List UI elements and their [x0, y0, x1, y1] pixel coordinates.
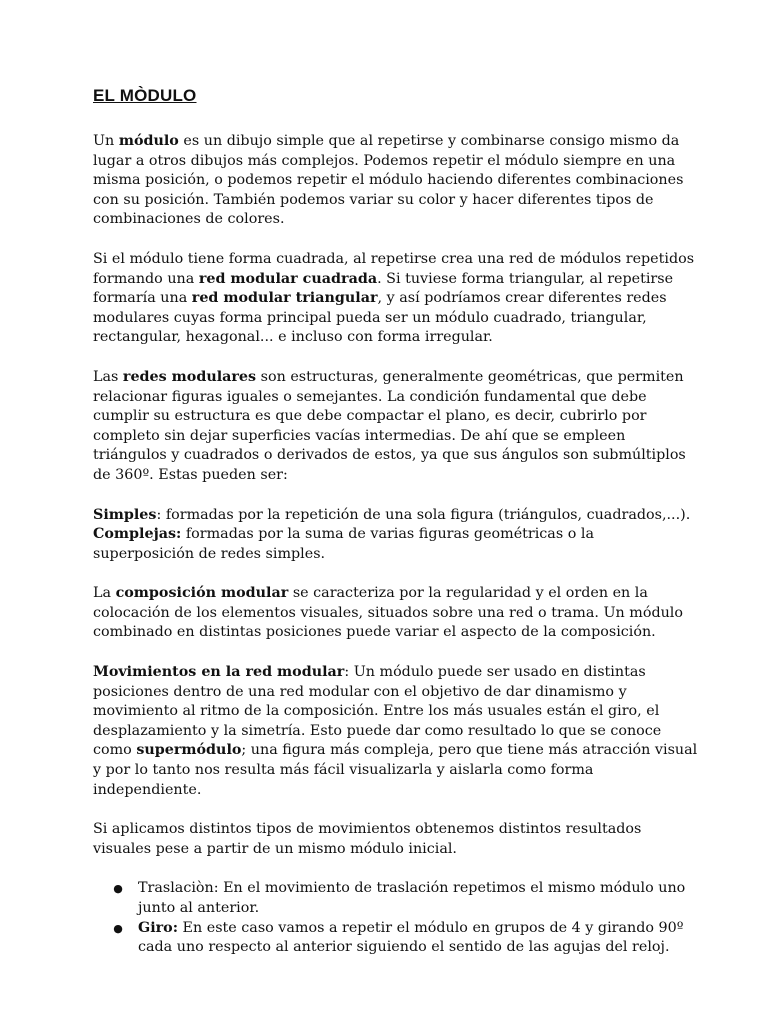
text: Un	[93, 133, 119, 149]
term-giro: Giro:	[138, 919, 178, 936]
term-supermodulo: supermódulo	[136, 742, 242, 759]
list-item-text: En este caso vamos a repetir el módulo en grupos de 4 y girando 90º cada uno respecto al anterior siguiendo el sentido de las agujas del reloj.	[138, 919, 684, 956]
term-complejas: Complejas:	[93, 526, 182, 543]
text: : Un módulo puede ser usado en distintas posiciones dentro de una red modular con el objetivo de dar dinamismo y movimiento al ritmo de la composición. Entre los más usuales están el giro, el desplazamiento y la simetría. Esto puede dar como resultado lo que se conoce como	[93, 664, 662, 759]
bullet-icon: ●	[113, 921, 123, 935]
term-modulo: módulo	[118, 133, 179, 149]
paragraph-resultados: Si aplicamos distintos tipos de movimientos obtenemos distintos resultados visuales pese a partir de un mismo módulo inicial.	[93, 821, 642, 857]
text: Si el módulo tiene forma cuadrada, al repetirse crea una red de módulos repetidos formando una	[93, 250, 695, 287]
term-movimientos: Movimientos en la red modular	[93, 664, 345, 681]
list-item	[113, 879, 698, 918]
paragraph-movimientos	[93, 663, 698, 800]
text: . Si tuviese forma triangular, al repetirse formaría una	[93, 270, 674, 307]
movements-list	[93, 879, 698, 957]
list-item-text: Traslaciòn: En el movimiento de traslación repetimos el mismo módulo uno junto al anterior.	[138, 880, 686, 916]
paragraph-tipos-de-redes	[93, 506, 698, 565]
text: : formadas por la repetición de una sola figura (triángulos, cuadrados,...).	[156, 506, 691, 523]
text: Las	[93, 368, 123, 385]
term-red-modular-triangular: red modular triangular	[191, 290, 378, 307]
page-title: EL MÒDULO	[93, 86, 197, 105]
text: , y así podríamos crear diferentes redes modulares cuyas forma principal pueda ser un módulo cuadrado, triangular, rectangular, hexagonal... e incluso con forma irregular.	[93, 290, 667, 346]
text: son estructuras, generalmente geométricas, que permiten relacionar figuras iguales o semejantes. La condición fundamental que debe cumplir su estructura es que debe compactar el plano, es decir, cubrirlo por completo sin dejar superficies vacías intermedias. De ahí que se empleen triángulos y cuadrados o derivados de estos, ya que sus ángulos son submúltiplos de 360º. Estas pueden ser:	[93, 368, 686, 483]
paragraph-composicion-modular	[93, 584, 698, 643]
bullet-icon: ●	[113, 882, 123, 896]
text: formadas por la suma de varias figuras geométricas o la superposición de redes simples.	[93, 526, 594, 562]
term-redes-modulares: redes modulares	[122, 368, 257, 385]
text: se caracteriza por la regularidad y el orden en la colocación de los elementos visuales, situados sobre una red o trama. Un módulo combinado en distintas posiciones puede variar el aspecto de la composición.	[93, 585, 683, 641]
list-item	[113, 919, 698, 958]
text: es un dibujo simple que al repetirse y combinarse consigo mismo da lugar a otros dibujos más complejos. Podemos repetir el módulo siempre en una misma posición, o podemos repetir el módulo haciendo diferentes combinaciones con su posición. También podemos variar su color y hacer diferentes tipos de combinaciones de colores.	[93, 133, 684, 228]
text: ; una figura más compleja, pero que tiene más atracción visual y por lo tanto nos resulta más fácil visualizarla y aislarla como forma independiente.	[93, 742, 698, 798]
text: La	[93, 585, 116, 602]
term-composicion-modular: composición modular	[115, 585, 289, 602]
paragraph-redes-modulares	[93, 368, 698, 486]
term-simples: Simples	[93, 506, 157, 523]
paragraph-red-modular	[93, 250, 698, 348]
paragraph-modulo-definition	[93, 132, 698, 230]
term-red-modular-cuadrada: red modular cuadrada	[198, 270, 378, 287]
